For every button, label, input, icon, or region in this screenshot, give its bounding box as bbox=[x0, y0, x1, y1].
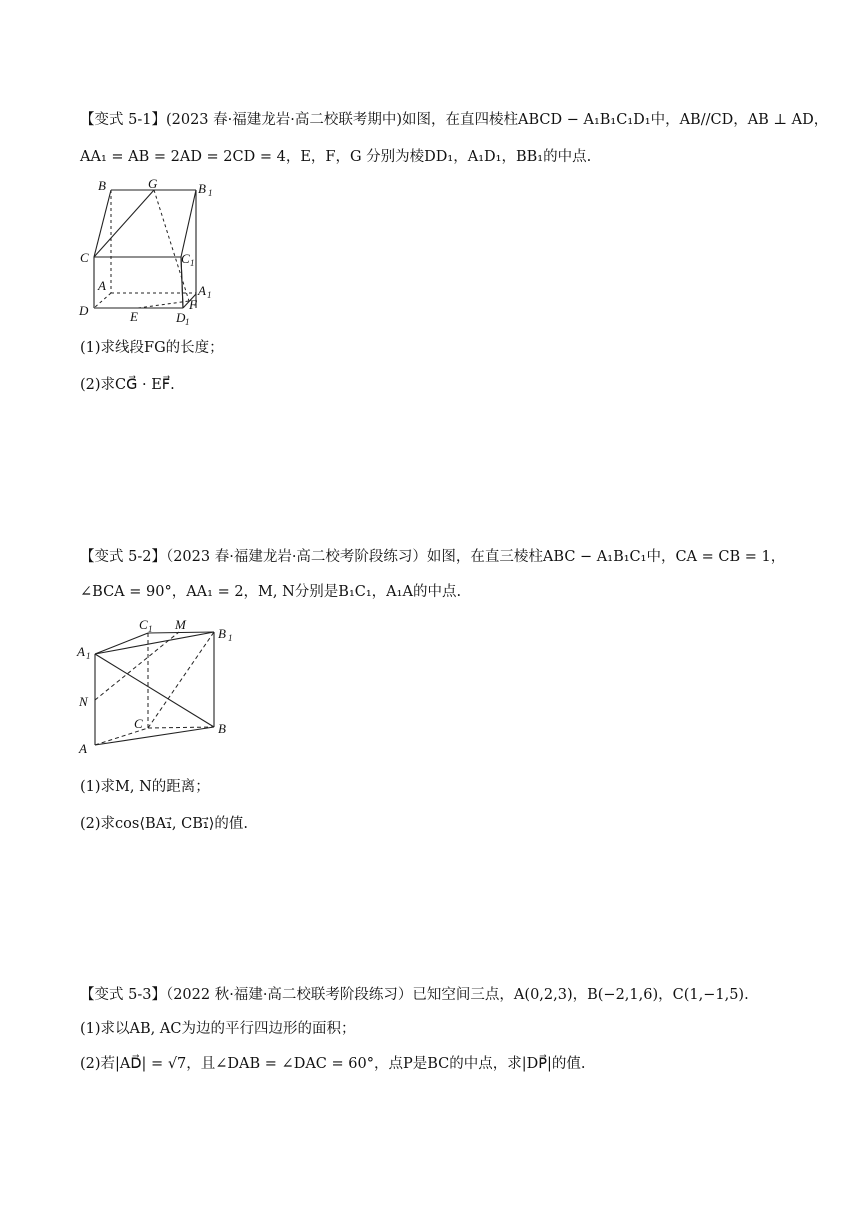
svg-text:1: 1 bbox=[207, 290, 212, 300]
label-G: G bbox=[148, 176, 158, 191]
label-A1: A bbox=[198, 283, 206, 298]
figure-prism-5-2 bbox=[76, 612, 246, 757]
label-A: A bbox=[98, 278, 106, 293]
problem-5-1-question-1: (1)求线段FG的长度； bbox=[80, 340, 224, 356]
label-C: C bbox=[134, 716, 143, 731]
problem-5-2-question-1: (1)求M, N的距离； bbox=[80, 779, 210, 795]
label-A: A bbox=[79, 741, 87, 756]
label-M: M bbox=[175, 617, 186, 632]
svg-text:1: 1 bbox=[228, 633, 233, 643]
problem-5-1-question-2: (2)求CG⃗ · EF⃗. bbox=[80, 377, 175, 393]
svg-text:1: 1 bbox=[148, 624, 153, 634]
problem-5-1-line-2: AA₁ = AB = 2AD = 2CD = 4，E，F，G 分别为棱DD₁，A₁D₁，BB₁的中点. bbox=[80, 149, 592, 165]
problem-5-3-line-1: 【变式 5-3】（2022 秋·福建·高二校联考阶段练习）已知空间三点，A(0,2,3)，B(−2,1,6)，C(1,−1,5). bbox=[80, 987, 749, 1003]
problem-5-2-line-1: 【变式 5-2】（2023 春·福建龙岩·高二校考阶段练习）如图，在直三棱柱ABC − A₁B₁C₁中，CA = CB = 1， bbox=[80, 549, 786, 565]
label-E: E bbox=[130, 309, 138, 324]
label-B: B bbox=[98, 178, 106, 193]
label-D1: D bbox=[176, 310, 186, 325]
label-B: B bbox=[218, 721, 226, 736]
problem-5-2-line-2: ∠BCA = 90°，AA₁ = 2，M, N分别是B₁C₁，A₁A的中点. bbox=[80, 584, 462, 600]
problem-5-3-question-2: (2)若|AD⃗| = √7，且∠DAB = ∠DAC = 60°，点P是BC的中点，求|DP⃗|的值. bbox=[80, 1056, 586, 1072]
svg-text:1: 1 bbox=[86, 651, 91, 661]
problem-5-2-question-2: (2)求cos⟨BA₁⃗, CB₁⃗⟩的值. bbox=[80, 816, 248, 832]
label-C1: C bbox=[139, 617, 148, 632]
label-B1: B bbox=[198, 181, 206, 196]
label-C: C bbox=[80, 250, 89, 265]
label-B1: B bbox=[218, 626, 226, 641]
label-D: D bbox=[79, 303, 89, 318]
problem-5-3-question-1: (1)求以AB, AC为边的平行四边形的面积； bbox=[80, 1021, 356, 1037]
problem-5-1-line-1: 【变式 5-1】(2023 春·福建龙岩·高二校联考期中)如图，在直四棱柱ABCD − A₁B₁C₁D₁中，AB//CD，AB ⊥ AD， bbox=[80, 112, 829, 128]
figure-prism-5-1 bbox=[78, 176, 228, 328]
label-A1: A bbox=[77, 644, 85, 659]
svg-text:1: 1 bbox=[208, 188, 213, 198]
label-N: N bbox=[79, 694, 88, 709]
label-F: F bbox=[189, 297, 197, 312]
label-C1: C bbox=[181, 251, 190, 266]
svg-text:1: 1 bbox=[190, 258, 195, 268]
svg-text:1: 1 bbox=[185, 317, 190, 327]
